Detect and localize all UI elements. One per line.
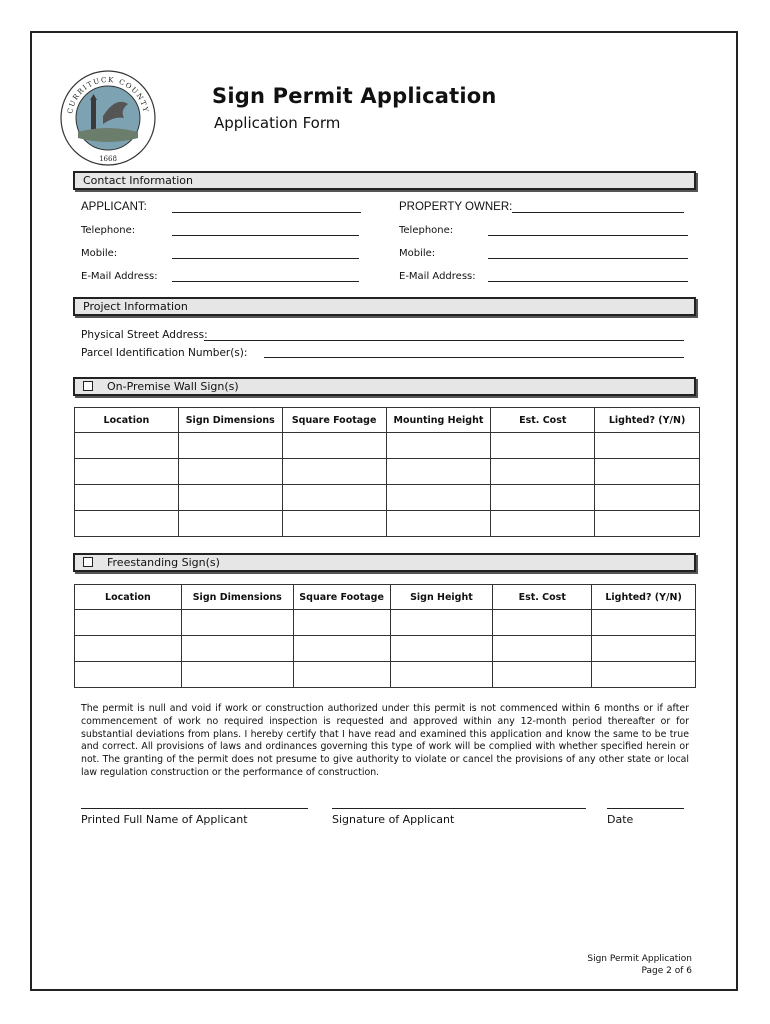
table-cell[interactable] xyxy=(491,485,595,511)
table-cell[interactable] xyxy=(491,433,595,459)
table-cell[interactable] xyxy=(178,485,282,511)
free-col-header: Est. Cost xyxy=(493,585,592,610)
table-cell[interactable] xyxy=(386,485,491,511)
page-title: Sign Permit Application xyxy=(212,84,497,108)
table-cell[interactable] xyxy=(181,662,293,688)
table-cell[interactable] xyxy=(75,459,179,485)
applicant-mobile-label: Mobile: xyxy=(81,248,118,259)
street-address-field[interactable] xyxy=(204,340,684,341)
county-seal-logo xyxy=(58,66,158,166)
table-cell[interactable] xyxy=(592,610,696,636)
table-cell[interactable] xyxy=(75,662,182,688)
property-owner-field[interactable] xyxy=(512,212,684,213)
applicant-mobile-field[interactable] xyxy=(172,258,359,259)
footer-page-number: Page 2 of 6 xyxy=(641,966,692,976)
table-cell[interactable] xyxy=(282,433,386,459)
printed-name-field[interactable] xyxy=(81,808,308,809)
table-cell[interactable] xyxy=(75,610,182,636)
table-row xyxy=(75,511,700,537)
table-row xyxy=(75,485,700,511)
table-cell[interactable] xyxy=(595,433,700,459)
applicant-telephone-label: Telephone: xyxy=(81,225,136,236)
wall-sign-section-header xyxy=(73,377,696,396)
freestanding-sign-checkbox[interactable] xyxy=(83,557,93,567)
terms-paragraph: The permit is null and void if work or construction authorized under this permit is not commenced within 6 months or if after commencement of work no required inspection is requested and approved within any 12-month period thereafter or for substantial deviations from plans. I hereby certify that I have read and examined this application and know the same to be true and correct. All provisions of laws and ordinances governing this type of work will be complied with whether specified herein or not. The granting of the permit does not presume to give authority to violate or cancel the provisions of any other state or local law regulation construction or the performance of construction. xyxy=(81,703,689,778)
free-col-header: Square Footage xyxy=(293,585,390,610)
parcel-id-label: Parcel Identification Number(s): xyxy=(81,347,248,359)
page-footer xyxy=(587,953,692,977)
owner-email-field[interactable] xyxy=(488,281,688,282)
free-col-header: Location xyxy=(75,585,182,610)
table-cell[interactable] xyxy=(595,511,700,537)
table-cell[interactable] xyxy=(390,662,493,688)
page-subtitle: Application Form xyxy=(214,114,341,132)
table-row xyxy=(75,610,696,636)
property-owner-label: PROPERTY OWNER: xyxy=(399,201,513,213)
table-cell[interactable] xyxy=(390,636,493,662)
applicant-email-field[interactable] xyxy=(172,281,359,282)
table-cell[interactable] xyxy=(178,433,282,459)
applicant-email-label: E-Mail Address: xyxy=(81,271,158,282)
freestanding-sign-heading: Freestanding Sign(s) xyxy=(107,556,220,569)
table-row xyxy=(75,662,696,688)
wall-col-header: Square Footage xyxy=(282,408,386,433)
applicant-label: APPLICANT: xyxy=(81,201,147,213)
project-heading: Project Information xyxy=(83,300,188,313)
contact-section-header xyxy=(73,171,696,190)
owner-mobile-field[interactable] xyxy=(488,258,688,259)
table-cell[interactable] xyxy=(181,610,293,636)
table-row xyxy=(75,636,696,662)
contact-heading: Contact Information xyxy=(83,174,193,187)
wall-col-header: Lighted? (Y/N) xyxy=(595,408,700,433)
table-cell[interactable] xyxy=(493,662,592,688)
freestanding-sign-section-header xyxy=(73,553,696,572)
table-cell[interactable] xyxy=(386,511,491,537)
table-cell[interactable] xyxy=(181,636,293,662)
table-cell[interactable] xyxy=(386,433,491,459)
date-label: Date xyxy=(607,813,634,826)
owner-telephone-field[interactable] xyxy=(488,235,688,236)
project-section-header xyxy=(73,297,696,316)
table-row xyxy=(75,433,700,459)
table-row xyxy=(75,459,700,485)
date-field[interactable] xyxy=(607,808,684,809)
table-cell[interactable] xyxy=(178,511,282,537)
free-col-header: Lighted? (Y/N) xyxy=(592,585,696,610)
table-cell[interactable] xyxy=(386,459,491,485)
table-cell[interactable] xyxy=(282,485,386,511)
table-cell[interactable] xyxy=(390,610,493,636)
wall-col-header: Est. Cost xyxy=(491,408,595,433)
table-cell[interactable] xyxy=(592,662,696,688)
owner-email-label: E-Mail Address: xyxy=(399,271,476,282)
signature-label: Signature of Applicant xyxy=(332,813,455,826)
seal-top-text: CURRITUCK COUNTY xyxy=(66,75,150,115)
table-cell[interactable] xyxy=(491,459,595,485)
wall-sign-table xyxy=(74,407,700,537)
footer-doc-name: Sign Permit Application xyxy=(587,954,692,964)
table-cell[interactable] xyxy=(491,511,595,537)
table-cell[interactable] xyxy=(75,511,179,537)
wall-col-header: Sign Dimensions xyxy=(178,408,282,433)
owner-telephone-label: Telephone: xyxy=(399,225,454,236)
signature-field[interactable] xyxy=(332,808,586,809)
wall-col-header: Location xyxy=(75,408,179,433)
freestanding-sign-table xyxy=(74,584,696,688)
table-cell[interactable] xyxy=(493,610,592,636)
wall-sign-checkbox[interactable] xyxy=(83,381,93,391)
owner-mobile-label: Mobile: xyxy=(399,248,436,259)
applicant-field[interactable] xyxy=(172,212,361,213)
freestanding-sign-header-row xyxy=(75,585,696,610)
street-address-label: Physical Street Address: xyxy=(81,329,208,341)
wall-sign-header-row xyxy=(75,408,700,433)
seal-year: 1668 xyxy=(99,155,117,163)
wall-col-header: Mounting Height xyxy=(386,408,491,433)
table-cell[interactable] xyxy=(592,636,696,662)
parcel-id-field[interactable] xyxy=(264,357,684,358)
wall-sign-heading: On-Premise Wall Sign(s) xyxy=(107,380,239,393)
applicant-telephone-field[interactable] xyxy=(172,235,359,236)
table-cell[interactable] xyxy=(595,485,700,511)
table-cell[interactable] xyxy=(493,636,592,662)
table-cell[interactable] xyxy=(75,433,179,459)
free-col-header: Sign Height xyxy=(390,585,493,610)
table-cell[interactable] xyxy=(293,610,390,636)
table-cell[interactable] xyxy=(75,485,179,511)
table-cell[interactable] xyxy=(282,511,386,537)
table-cell[interactable] xyxy=(75,636,182,662)
table-cell[interactable] xyxy=(293,636,390,662)
table-cell[interactable] xyxy=(282,459,386,485)
table-cell[interactable] xyxy=(595,459,700,485)
printed-name-label: Printed Full Name of Applicant xyxy=(81,813,248,826)
free-col-header: Sign Dimensions xyxy=(181,585,293,610)
table-cell[interactable] xyxy=(293,662,390,688)
table-cell[interactable] xyxy=(178,459,282,485)
